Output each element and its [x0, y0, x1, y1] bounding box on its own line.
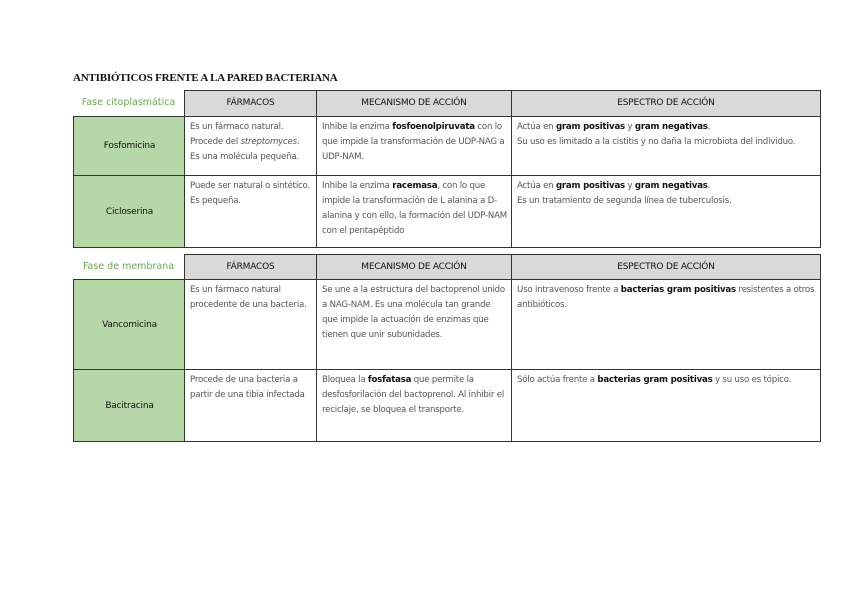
text-segment: Inhibe la enzima [322, 122, 393, 132]
antibiotics-table [73, 90, 821, 248]
drug-name: Cicloserina [74, 176, 185, 248]
text-segment: Actúa en [517, 181, 556, 191]
drug-name: Vancomicina [74, 280, 185, 370]
text-segment: y [624, 181, 635, 191]
text-segment: Bloquea la [322, 375, 368, 385]
column-header: MECANISMO DE ACCIÓN [317, 91, 512, 117]
highlighted-term: gram positivas [555, 122, 625, 132]
highlighted-term: gram positivas [555, 181, 625, 191]
text-segment: Actúa en [517, 122, 556, 132]
text-segment: Es pequeña. [190, 196, 241, 206]
mecanismo-cell [317, 280, 512, 370]
column-header: MECANISMO DE ACCIÓN [317, 255, 512, 280]
drug-name: Bacitracina [74, 370, 185, 442]
table-row [74, 280, 821, 370]
text-segment: Procede de una bacteria a partir de una tibia infectada [190, 375, 305, 400]
drug-name: Fosfomicina [74, 117, 185, 176]
text-segment: Es un fármaco natural procedente de una bacteria. [190, 285, 307, 310]
phase-label: Fase de membrana [82, 261, 175, 272]
text-segment: . [707, 181, 711, 191]
espectro-cell [512, 370, 821, 442]
text-segment: Se une a la estructura del bactoprenol unido a NAG-NAM. Es una molécula tan grande que impide la actuación de enzimas que tienen que unir subunidades. [322, 285, 505, 340]
text-segment: con lo que impide la transformación de UDP-NAG a UDP-NAM. [322, 122, 505, 162]
espectro-cell [512, 176, 821, 248]
column-header: FÁRMACOS [185, 91, 317, 117]
antibiotics-table [73, 254, 821, 442]
highlighted-term: gram negativas [634, 181, 708, 191]
text-segment: que permite la desfosforilación del bactoprenol. Al inhibir el reciclaje, se bloquea el transporte. [322, 375, 505, 415]
text-segment: resistentes a otros antibióticos. [517, 285, 815, 310]
text-segment: Procede del [190, 137, 241, 147]
text-segment: Puede ser natural o sintético. [190, 181, 310, 191]
table-row [74, 176, 821, 248]
mecanismo-cell [317, 176, 512, 248]
farmacos-cell [185, 176, 317, 248]
espectro-cell [512, 280, 821, 370]
text-segment: . [296, 137, 300, 147]
farmacos-cell [185, 280, 317, 370]
espectro-cell [512, 117, 821, 176]
blank-header [74, 91, 185, 117]
column-header: ESPECTRO DE ACCIÓN [512, 255, 821, 280]
phase-label: Fase citoplasmática [81, 97, 176, 108]
highlighted-term: racemasa [392, 181, 438, 191]
text-segment: streptomyces [240, 137, 297, 147]
text-segment: y su uso es tópico. [712, 375, 792, 385]
column-header: FÁRMACOS [185, 255, 317, 280]
highlighted-term: gram negativas [634, 122, 708, 132]
highlighted-term: bacterias gram positivas [597, 375, 713, 385]
text-segment: . [707, 122, 711, 132]
text-segment: , con lo que impide la transformación de L alanina a D-alanina y con ello, la formación del UDP-NAM con el pentapéptido [322, 181, 507, 236]
highlighted-term: fosfoenolpiruvata [392, 122, 475, 132]
farmacos-cell [185, 117, 317, 176]
column-header: ESPECTRO DE ACCIÓN [512, 91, 821, 117]
text-segment: Uso intravenoso frente a [517, 285, 621, 295]
mecanismo-cell [317, 117, 512, 176]
text-segment: Es un fármaco natural. [190, 122, 284, 132]
text-segment: Sólo actúa frente a [517, 375, 598, 385]
blank-header [74, 255, 185, 280]
text-segment: Es una molécula pequeña. [190, 152, 299, 162]
text-segment: y [624, 122, 635, 132]
text-segment: Inhibe la enzima [322, 181, 393, 191]
mecanismo-cell [317, 370, 512, 442]
highlighted-term: fosfatasa [367, 375, 412, 385]
farmacos-cell [185, 370, 317, 442]
highlighted-term: bacterias gram positivas [620, 285, 736, 295]
document-title: ANTIBIÓTICOS FRENTE A LA PARED BACTERIANA [73, 72, 338, 84]
text-segment: Es un tratamiento de segunda línea de tuberculosis. [517, 196, 732, 206]
text-segment: Su uso es limitado a la cistitis y no daña la microbiota del individuo. [517, 137, 796, 147]
table-row [74, 117, 821, 176]
table-row [74, 370, 821, 442]
